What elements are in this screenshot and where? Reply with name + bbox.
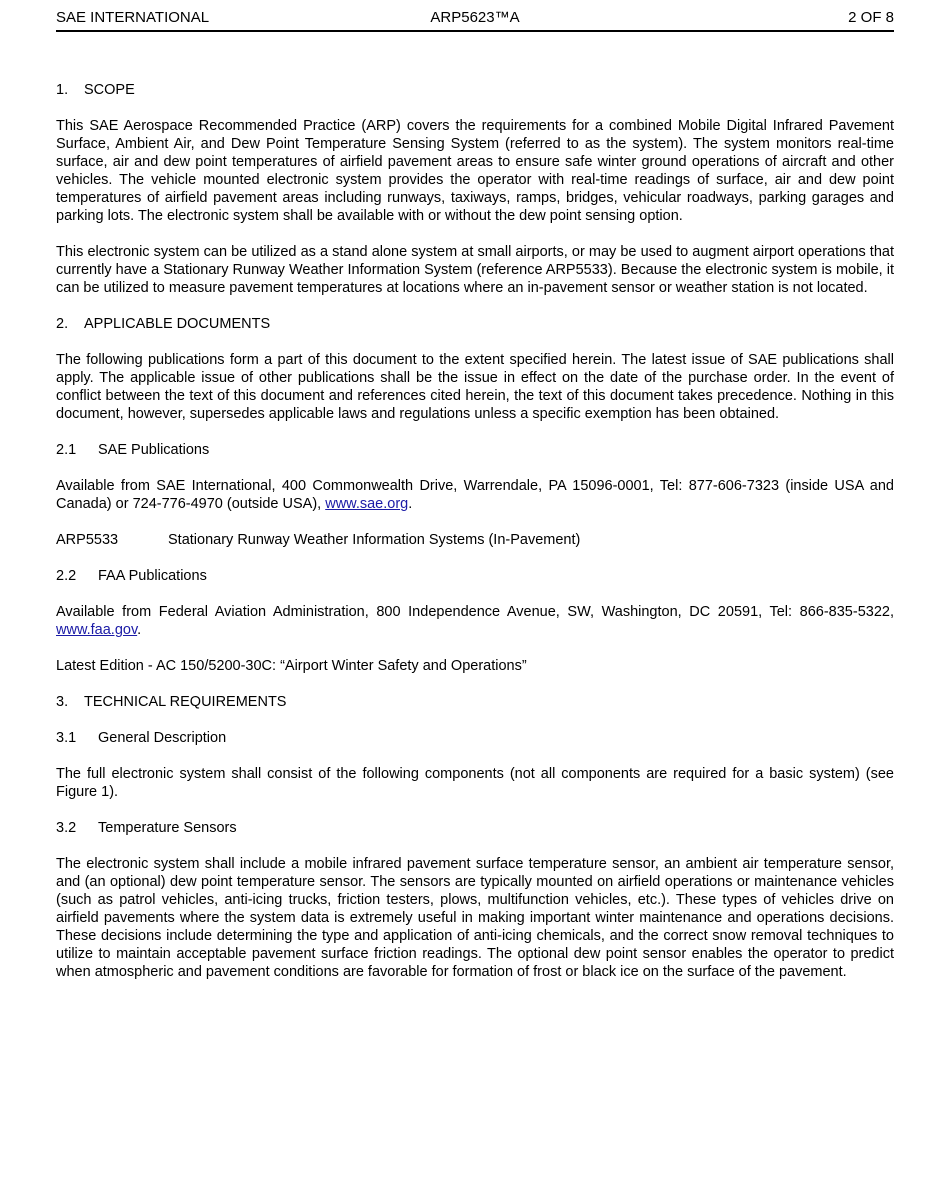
section-1-number: 1. (56, 82, 69, 98)
header-page-number: 2 OF 8 (848, 9, 894, 26)
section-3-heading (56, 693, 894, 711)
section-3-1-title: General Description (98, 730, 227, 746)
sae-availability-paragraph (56, 477, 894, 513)
general-description-paragraph: The full electronic system shall consist of the following components (not all components are required for a basic system) (see Figure 1). (56, 766, 894, 800)
faa-availability-text: Available from Federal Aviation Administration, 800 Independence Avenue, SW, Washington, DC 20591, Tel: 866-835-5322, (56, 604, 894, 620)
faa-website-link[interactable]: www.faa.gov (56, 622, 138, 638)
section-2-2-title: FAA Publications (98, 568, 207, 584)
section-3-2-title: Temperature Sensors (98, 820, 237, 836)
faa-availability-end: . (137, 622, 142, 638)
section-2-2-number: 2.2 (56, 568, 77, 584)
temperature-sensors-paragraph: The electronic system shall include a mobile infrared pavement surface temperature sensor, an ambient air temperature sensor, and (an optional) dew point temperature sensor. The sensors are typically mounted on airfield operations or maintenance vehicles (such as patrol vehicles, anti-icing trucks, friction testers, plows, multifunction vehicles, etc.). These types of vehicles drive on airfield pavements where the system data is extremely useful in making important winter maintenance and operations decisions. These decisions include determining the type and application of anti-icing chemicals, and the correct snow removal techniques to utilize to maintain acceptable pavement surface friction readings. The optional dew point sensor enables the operator to predict when atmospheric and pavement conditions are favorable for formation of frost or black ice on the surface of the pavement. (56, 856, 894, 980)
faa-availability-paragraph (56, 603, 894, 639)
section-3-number: 3. (56, 694, 69, 710)
section-1-heading (56, 81, 894, 99)
section-2-number: 2. (56, 316, 69, 332)
scope-paragraph-2: This electronic system can be utilized as a stand alone system at small airports, or may be used to augment airport operations that currently have a Stationary Runway Weather Information System (reference ARP5533). Because the electronic system is mobile, it can be utilized to measure pavement temperatures at locations where an in-pavement sensor or weather station is not located. (56, 244, 894, 296)
section-3-1-heading (56, 729, 894, 747)
section-3-2-heading (56, 819, 894, 837)
section-1-title: SCOPE (84, 82, 135, 98)
applicable-documents-paragraph: The following publications form a part of this document to the extent specified herein. The latest issue of SAE publications shall apply. The applicable issue of other publications shall be the issue in effect on the date of the purchase order. In the event of conflict between the text of this document and references cited herein, the text of this document takes precedence. Nothing in this document, however, supersedes applicable laws and regulations unless a specific exemption has been obtained. (56, 352, 894, 422)
section-2-2-heading (56, 567, 894, 585)
faa-edition-line: Latest Edition - AC 150/5200-30C: “Airport Winter Safety and Operations” (56, 658, 527, 674)
section-2-1-title: SAE Publications (98, 442, 210, 458)
section-2-heading (56, 315, 894, 333)
section-3-title: TECHNICAL REQUIREMENTS (84, 694, 287, 710)
reference-id: ARP5533 (56, 532, 119, 548)
sae-availability-text: Available from SAE International, 400 Commonwealth Drive, Warrendale, PA 15096-0001, Tel: 877-606-7323 (inside USA and Canada) or 724-776-4970 (outside USA), (56, 478, 894, 512)
section-2-title: APPLICABLE DOCUMENTS (84, 316, 271, 332)
section-2-1-number: 2.1 (56, 442, 77, 458)
section-2-1-heading (56, 441, 894, 459)
sae-availability-end: . (408, 496, 413, 512)
header-doc-number: ARP5623™A (430, 9, 520, 26)
reference-title: Stationary Runway Weather Information Systems (In-Pavement) (168, 532, 581, 548)
sae-website-link[interactable]: www.sae.org (325, 496, 409, 512)
header-org: SAE INTERNATIONAL (56, 9, 210, 26)
reference-row-arp5533 (56, 531, 894, 549)
page-header (56, 8, 894, 32)
scope-paragraph-1: This SAE Aerospace Recommended Practice (ARP) covers the requirements for a combined Mobile Digital Infrared Pavement Surface, Ambient Air, and Dew Point Temperature Sensing System (referred to as the system). The system monitors real-time surface, air and dew point temperatures of airfield pavement areas to ensure safe winter ground operations of aircraft and other vehicles. The vehicle mounted electronic system provides the operator with real-time readings of surface, air and dew point temperatures of airfield pavement areas including runways, taxiways, ramps, bridges, vehicular roadways, parking garages and parking lots. The electronic system shall be available with or without the dew point sensing option. (56, 118, 894, 224)
section-3-2-number: 3.2 (56, 820, 77, 836)
section-3-1-number: 3.1 (56, 730, 77, 746)
document-body (56, 81, 894, 999)
